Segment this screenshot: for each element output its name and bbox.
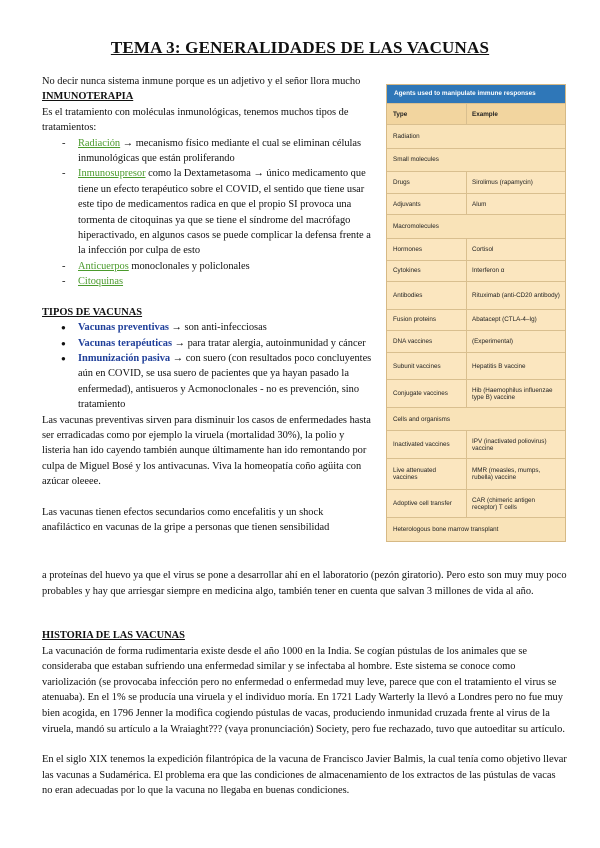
category-label: Cells and organisms — [393, 415, 451, 423]
example-cell: Alum — [472, 200, 487, 208]
tipos-list — [42, 320, 372, 412]
table-category-row — [387, 517, 565, 541]
intro-paragraph: No decir nunca sistema inmune porque es un adjetivo y el señor llora mucho — [42, 76, 361, 87]
table-row — [387, 430, 565, 458]
list-item — [42, 136, 372, 167]
type-cell: Fusion proteins — [387, 310, 467, 331]
table-row — [387, 379, 565, 407]
type-cell: Inactivated vaccines — [387, 431, 467, 458]
table-header: Agents used to manipulate immune responses — [387, 85, 565, 103]
example-cell: Cortisol — [472, 245, 494, 253]
table-category-row — [387, 148, 565, 172]
example-cell: Sirolimus (rapamycin) — [472, 178, 533, 186]
type-cell: Cytokines — [387, 261, 467, 282]
list-item-text: → mecanismo físico mediante el cual se eliminan células inmunológicas que están proliferando — [78, 137, 362, 165]
list-item-text: como la Dextametasoma → único medicamento que tiene un efecto terapéutico sobre el COVID, el sentido que tiene usar este tipo de medicamentos radica en que el propio SI provoca una tormenta de citoquinas ya que se tiene el síndrome del macrófago hiperactivado, en algunos casos se puede complicar la defensa frente a la infección por culpa de esto — [78, 168, 371, 257]
type-cell: Conjugate vaccines — [387, 380, 467, 407]
table-row — [387, 171, 565, 193]
list-item-text: → para tratar alergia, autoinmunidad y cáncer — [172, 337, 366, 349]
table-row — [387, 458, 565, 490]
historia-paragraph-1: La vacunación de forma rudimentaria existe desde el año 1000 en la India. Se cogían pústulas de los animales que se consideraba que estaban sufriendo una enfermedad similar y se infectaba al hombre. Este sistema se conoce como variolización (se provocaba infección pero no enfermedad o enfermedad muy leve, parece que con el tratamiento el virus se atenuaba). En el 1% se producía una viruela y el individuo moría. En 1721 Lady Warterly la llevó a Londres pero no fue muy bien acogida, en 1796 Jenner la modifica cogiendo pústulas de vacas, produciendo inmunidad cruzada frente al virus de la viruela, mandó su artículo a la Wraiaght??? (vaya pronunciación) Society, pero fue rechazado, tuvo que autoeditar su artículo. — [42, 645, 565, 735]
category-label: Small molecules — [393, 156, 439, 164]
table-row — [387, 352, 565, 380]
tipos-paragraph-2b: a proteínas del huevo ya que el virus se pone a desarrollar ahí en el laboratorio (pezón giratorio). Pero esto son muy muy poco probables y hay que arriesgar siempre en medicina algo, también tener en cuenta que salvan 3 millones de vida al año. — [42, 570, 567, 597]
vacunas-preventivas-label: Vacunas preventivas — [78, 322, 169, 334]
type-cell: Antibodies — [387, 282, 467, 309]
tipos-paragraph-2b-block — [42, 568, 568, 599]
page-title: TEMA 3: GENERALIDADES DE LAS VACUNAS — [110, 38, 490, 57]
inmunoterapia-heading: INMUNOTERAPIA — [42, 91, 134, 103]
radiacion-link[interactable]: Radiación — [78, 137, 121, 149]
left-column — [42, 74, 372, 535]
example-cell: Interferon α — [472, 267, 505, 275]
col-type-header: Type — [387, 104, 467, 124]
list-item — [42, 166, 372, 258]
table-row — [387, 309, 565, 331]
list-item-text: monoclonales y policlonales — [128, 260, 250, 272]
table-row — [387, 281, 565, 309]
example-cell: Hib (Haemophilus influenzae type B) vaccine — [472, 386, 553, 401]
type-cell: Drugs — [387, 172, 467, 193]
type-cell: Adoptive cell transfer — [387, 490, 467, 517]
category-label: Heterologous bone marrow transplant — [393, 525, 499, 533]
table-row — [387, 330, 565, 352]
table-column-headers — [387, 103, 565, 124]
example-cell: (Experimental) — [472, 338, 513, 346]
type-cell: DNA vaccines — [387, 331, 467, 352]
table-category-row — [387, 124, 565, 148]
list-item-text: → son anti-infecciosas — [168, 322, 267, 334]
type-cell: Adjuvants — [387, 194, 467, 215]
category-label: Macromolecules — [393, 223, 439, 231]
anticuerpos-link[interactable]: Anticuerpos — [78, 260, 129, 272]
list-item-text: → con suero (con resultados poco concluyentes aún en COVID, se usa suero de pacientes que ya hayan pasado la enfermedad), antisueros y Acmonoclonales - no es prevención, sino tratamiento — [78, 352, 372, 411]
table-row — [387, 260, 565, 282]
list-item — [42, 336, 372, 351]
type-cell: Live attenuated vaccines — [387, 459, 467, 490]
table-body — [387, 124, 565, 541]
table-row — [387, 489, 565, 517]
category-label: Radiation — [393, 132, 420, 140]
historia-heading: HISTORIA DE LAS VACUNAS — [42, 630, 185, 641]
example-cell: Rituximab (anti-CD20 antibody) — [472, 291, 560, 299]
immune-agents-table — [386, 84, 566, 542]
example-cell: Abatacept (CTLA-4–Ig) — [472, 316, 537, 324]
historia-paragraph-2: En el siglo XIX tenemos la expedición filantrópica de la vacuna de Francisco Javier Balmis, la cual tenía como objetivo llevar las vacunas a Sudamérica. El problema era que las condiciones de almacenamiento de los extractos de las pústulas de vacas no eran adecuadas por lo que la vacuna no llegaba en buenas condiciones. — [42, 754, 567, 797]
vacunas-terapeuticas-label: Vacunas terapéuticas — [78, 337, 172, 349]
list-item — [42, 320, 372, 335]
list-item — [42, 274, 372, 289]
example-cell: MMR (measles, mumps, rubella) vaccine — [472, 467, 541, 482]
example-cell: Hepatitis B vaccine — [472, 362, 526, 370]
inmunoterapia-list — [42, 136, 372, 290]
col-example-header: Example — [472, 110, 498, 118]
type-cell: Hormones — [387, 239, 467, 260]
citoquinas-link[interactable]: Citoquinas — [78, 276, 124, 288]
type-cell: Subunit vaccines — [387, 353, 467, 380]
list-item — [42, 351, 372, 413]
tipos-paragraph-2a: Las vacunas tienen efectos secundarios como encefalitis y un shock anafiláctico en vacunas de la gripe a personas que tienen sensibilidad — [42, 506, 330, 533]
tipos-heading: TIPOS DE VACUNAS — [42, 306, 143, 318]
tipos-paragraph-1: Las vacunas preventivas sirven para disminuir los casos de enfermedades hasta ser erradicadas como por ejemplo la viruela (mortalidad 30%), la polio y listeria han ido cayendo también aunque últimamente han ido remontando por culpa de Miguel Bosé y los antivacunas. Viva la homeopatía coño agüita con azúcar oleeee. — [42, 414, 371, 488]
inmunizacion-pasiva-label: Inmunización pasiva — [78, 352, 171, 364]
example-cell: IPV (inactivated poliovirus) vaccine — [472, 437, 547, 452]
inmunoterapia-lead: Es el tratamiento con moléculas inmunológicas, tenemos muchos tipos de tratamientos: — [42, 106, 349, 134]
example-cell: CAR (chimeric antigen receptor) T cells — [472, 496, 535, 511]
table-row — [387, 238, 565, 260]
inmunosupresor-link[interactable]: Inmunosupresor — [78, 168, 146, 180]
list-item — [42, 259, 372, 274]
table-row — [387, 193, 565, 215]
table-category-row — [387, 407, 565, 431]
table-category-row — [387, 214, 565, 238]
historia-section — [42, 628, 568, 799]
